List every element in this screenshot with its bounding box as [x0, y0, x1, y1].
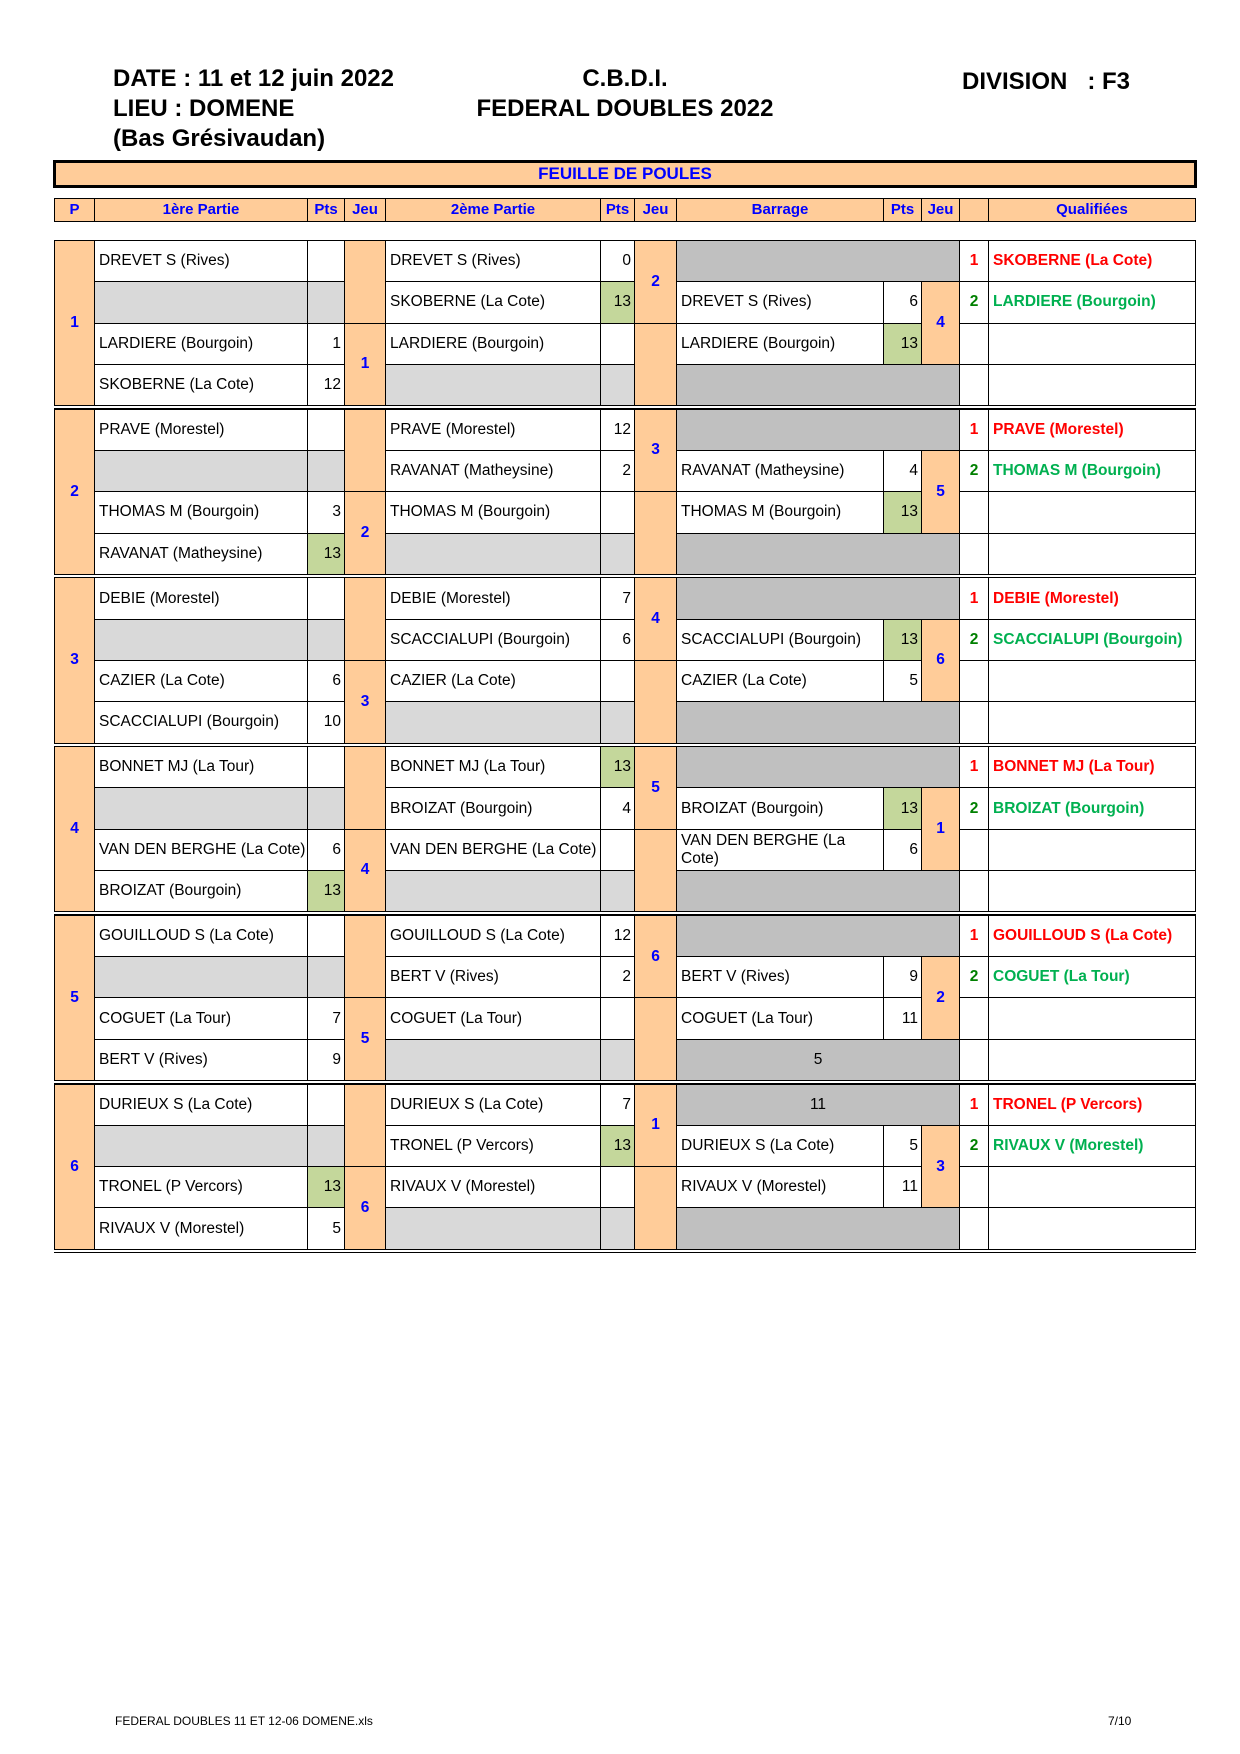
partie2-team-points: 6: [600, 619, 634, 660]
partie2-team-points: [600, 323, 634, 364]
partie1-team-name: TRONEL (P Vercors): [94, 1166, 307, 1207]
pool-number: 3: [54, 577, 94, 742]
qualified-rank: 1: [959, 746, 988, 787]
partie1-team-points: [307, 746, 344, 787]
barrage-team-points: 6: [883, 829, 921, 870]
barrage-empty-top: 11: [676, 1084, 959, 1125]
partie2-team-name: DEBIE (Morestel): [385, 577, 600, 618]
col-header-pts1: Pts: [307, 198, 344, 222]
qualified-rank: 2: [959, 619, 988, 660]
venue-label: LIEU : DOMENE: [113, 95, 295, 122]
partie1-team-points: [307, 240, 344, 281]
barrage-game-number: 6: [921, 619, 959, 702]
qualified-rank-empty: [959, 1207, 988, 1248]
qualified-team-name: DEBIE (Morestel): [988, 577, 1196, 618]
qualified-rank: 1: [959, 409, 988, 450]
partie2-team-name: RIVAUX V (Morestel): [385, 1166, 600, 1207]
col-header-jeu2: Jeu: [634, 198, 676, 222]
qualified-team-empty: [988, 1166, 1196, 1207]
partie1-team-name: GOUILLOUD S (La Cote): [94, 915, 307, 956]
partie2-game-number-bottom: [634, 660, 676, 743]
barrage-team-points: 13: [883, 323, 921, 364]
barrage-team-points: 13: [883, 619, 921, 660]
partie2-team-name: BONNET MJ (La Tour): [385, 746, 600, 787]
barrage-team-name: DURIEUX S (La Cote): [676, 1125, 883, 1166]
partie1-team-points: [307, 956, 344, 997]
partie1-game-number: 1: [344, 323, 385, 406]
barrage-game-number: 2: [921, 956, 959, 1039]
qualified-team-name: TRONEL (P Vercors): [988, 1084, 1196, 1125]
col-header-p: P: [54, 198, 94, 222]
col-header-pts2: Pts: [600, 198, 634, 222]
partie1-team-name: BERT V (Rives): [94, 1039, 307, 1080]
partie1-game-number-top: [344, 409, 385, 492]
partie1-game-number-top: [344, 746, 385, 829]
partie2-team-name: RAVANAT (Matheysine): [385, 450, 600, 491]
partie2-team-name: GOUILLOUD S (La Cote): [385, 915, 600, 956]
partie2-game-number: 1: [634, 1084, 676, 1167]
partie1-team-points: [307, 1125, 344, 1166]
qualified-team-empty: [988, 491, 1196, 532]
partie2-game-number: 3: [634, 409, 676, 492]
barrage-team-name: CAZIER (La Cote): [676, 660, 883, 701]
qualified-rank-empty: [959, 323, 988, 364]
qualified-team-name: SKOBERNE (La Cote): [988, 240, 1196, 281]
col-header-qualifiees: Qualifiées: [988, 198, 1196, 222]
partie1-game-number: 6: [344, 1166, 385, 1249]
pool-separator: [54, 574, 1196, 578]
partie2-game-number-bottom: [634, 997, 676, 1080]
qualified-team-name: GOUILLOUD S (La Cote): [988, 915, 1196, 956]
qualified-team-empty: [988, 870, 1196, 911]
qualified-team-name: PRAVE (Morestel): [988, 409, 1196, 450]
barrage-game-number: 4: [921, 281, 959, 364]
qualified-team-name: COGUET (La Tour): [988, 956, 1196, 997]
pool-number: 5: [54, 915, 94, 1080]
col-header-partie2: 2ème Partie: [385, 198, 600, 222]
barrage-team-points: 9: [883, 956, 921, 997]
partie2-team-points: [600, 701, 634, 742]
barrage-team-points: 5: [883, 1125, 921, 1166]
barrage-team-name: BERT V (Rives): [676, 956, 883, 997]
barrage-empty-top: [676, 240, 959, 281]
barrage-team-name: RIVAUX V (Morestel): [676, 1166, 883, 1207]
partie2-team-name: BROIZAT (Bourgoin): [385, 787, 600, 828]
partie2-team-name: COGUET (La Tour): [385, 997, 600, 1038]
partie1-team-points: [307, 787, 344, 828]
qualified-rank: 1: [959, 240, 988, 281]
qualified-rank-empty: [959, 1166, 988, 1207]
partie2-team-name: CAZIER (La Cote): [385, 660, 600, 701]
partie2-team-points: 13: [600, 1125, 634, 1166]
partie2-team-name: [385, 364, 600, 405]
partie2-game-number-bottom: [634, 829, 676, 912]
partie2-team-points: 4: [600, 787, 634, 828]
qualified-rank-empty: [959, 533, 988, 574]
qualified-team-name: SCACCIALUPI (Bourgoin): [988, 619, 1196, 660]
partie2-team-name: VAN DEN BERGHE (La Cote): [385, 829, 600, 870]
pool-separator: [54, 405, 1196, 409]
pool-number: 1: [54, 240, 94, 405]
partie1-team-name: [94, 450, 307, 491]
partie2-team-points: 13: [600, 746, 634, 787]
barrage-team-name: RAVANAT (Matheysine): [676, 450, 883, 491]
qualified-rank-empty: [959, 997, 988, 1038]
partie2-team-name: SKOBERNE (La Cote): [385, 281, 600, 322]
partie1-team-name: PRAVE (Morestel): [94, 409, 307, 450]
partie1-team-points: 1: [307, 323, 344, 364]
partie1-game-number: 4: [344, 829, 385, 912]
partie1-team-points: 13: [307, 533, 344, 574]
partie2-team-name: TRONEL (P Vercors): [385, 1125, 600, 1166]
partie1-team-points: [307, 409, 344, 450]
partie2-team-points: [600, 829, 634, 870]
partie1-team-name: DURIEUX S (La Cote): [94, 1084, 307, 1125]
qualified-team-empty: [988, 997, 1196, 1038]
barrage-empty-top: [676, 915, 959, 956]
barrage-team-points: 5: [883, 660, 921, 701]
partie2-game-number: 4: [634, 577, 676, 660]
partie2-team-name: BERT V (Rives): [385, 956, 600, 997]
partie2-game-number: 2: [634, 240, 676, 323]
barrage-game-number: 3: [921, 1125, 959, 1208]
partie1-team-name: [94, 956, 307, 997]
partie2-game-number: 6: [634, 915, 676, 998]
barrage-empty-bottom: [676, 870, 959, 911]
qualified-rank: 1: [959, 1084, 988, 1125]
col-header-jeu1: Jeu: [344, 198, 385, 222]
partie1-team-name: THOMAS M (Bourgoin): [94, 491, 307, 532]
organization-label: C.B.D.I.: [582, 65, 668, 92]
qualified-team-empty: [988, 829, 1196, 870]
pool-number: 4: [54, 746, 94, 911]
partie1-team-points: [307, 1084, 344, 1125]
partie1-team-name: RAVANAT (Matheysine): [94, 533, 307, 574]
barrage-team-name: BROIZAT (Bourgoin): [676, 787, 883, 828]
col-header-pts3: Pts: [883, 198, 921, 222]
barrage-team-points: 6: [883, 281, 921, 322]
partie1-team-name: BROIZAT (Bourgoin): [94, 870, 307, 911]
partie1-game-number-top: [344, 915, 385, 998]
barrage-empty-top: [676, 746, 959, 787]
barrage-game-number: 1: [921, 787, 959, 870]
partie1-team-points: 12: [307, 364, 344, 405]
partie2-team-points: 7: [600, 577, 634, 618]
partie1-team-name: SCACCIALUPI (Bourgoin): [94, 701, 307, 742]
partie2-team-name: [385, 870, 600, 911]
partie1-team-name: [94, 619, 307, 660]
pool-separator: [54, 911, 1196, 915]
partie1-team-points: 6: [307, 829, 344, 870]
qualified-team-name: BROIZAT (Bourgoin): [988, 787, 1196, 828]
qualified-rank-empty: [959, 1039, 988, 1080]
col-header-jeu3: Jeu: [921, 198, 959, 222]
partie1-team-points: [307, 577, 344, 618]
partie1-team-points: 6: [307, 660, 344, 701]
partie2-team-points: [600, 1039, 634, 1080]
partie2-team-name: PRAVE (Morestel): [385, 409, 600, 450]
partie2-team-points: [600, 491, 634, 532]
qualified-rank: 2: [959, 281, 988, 322]
qualified-rank: 2: [959, 450, 988, 491]
qualified-rank: 1: [959, 915, 988, 956]
qualified-team-empty: [988, 323, 1196, 364]
column-header-row: [54, 198, 1196, 222]
barrage-empty-bottom: [676, 701, 959, 742]
partie1-team-points: [307, 915, 344, 956]
barrage-team-points: 11: [883, 1166, 921, 1207]
partie1-team-name: SKOBERNE (La Cote): [94, 364, 307, 405]
qualified-team-name: LARDIERE (Bourgoin): [988, 281, 1196, 322]
venue-sub-label: (Bas Grésivaudan): [113, 125, 326, 152]
partie1-team-name: [94, 1125, 307, 1166]
partie1-team-name: VAN DEN BERGHE (La Cote): [94, 829, 307, 870]
qualified-rank-empty: [959, 701, 988, 742]
partie1-team-name: BONNET MJ (La Tour): [94, 746, 307, 787]
barrage-team-name: THOMAS M (Bourgoin): [676, 491, 883, 532]
barrage-team-points: 13: [883, 491, 921, 532]
barrage-game-number: 5: [921, 450, 959, 533]
division-label: DIVISION : F3: [962, 68, 1131, 95]
partie2-team-points: 7: [600, 1084, 634, 1125]
partie2-team-name: DURIEUX S (La Cote): [385, 1084, 600, 1125]
qualified-team-name: THOMAS M (Bourgoin): [988, 450, 1196, 491]
barrage-team-points: 11: [883, 997, 921, 1038]
barrage-empty-top: [676, 577, 959, 618]
partie2-team-points: 0: [600, 240, 634, 281]
qualified-rank-empty: [959, 829, 988, 870]
partie1-team-points: 13: [307, 1166, 344, 1207]
partie2-team-name: SCACCIALUPI (Bourgoin): [385, 619, 600, 660]
partie1-team-name: CAZIER (La Cote): [94, 660, 307, 701]
qualified-rank: 2: [959, 956, 988, 997]
partie1-team-name: RIVAUX V (Morestel): [94, 1207, 307, 1248]
partie1-game-number: 3: [344, 660, 385, 743]
partie2-team-name: [385, 701, 600, 742]
partie1-team-points: 9: [307, 1039, 344, 1080]
partie2-team-points: 12: [600, 409, 634, 450]
qualified-team-empty: [988, 1207, 1196, 1248]
pool-number: 2: [54, 409, 94, 574]
col-header-partie1: 1ère Partie: [94, 198, 307, 222]
barrage-empty-bottom: [676, 533, 959, 574]
partie1-game-number-top: [344, 240, 385, 323]
partie2-game-number-bottom: [634, 491, 676, 574]
barrage-team-name: LARDIERE (Bourgoin): [676, 323, 883, 364]
qualified-rank: 2: [959, 787, 988, 828]
sheet-title: FEUILLE DE POULES: [53, 160, 1197, 188]
partie1-game-number-top: [344, 1084, 385, 1167]
barrage-team-name: VAN DEN BERGHE (La Cote): [676, 829, 883, 870]
col-header-rank: [959, 198, 988, 222]
partie1-team-name: COGUET (La Tour): [94, 997, 307, 1038]
partie1-team-name: [94, 787, 307, 828]
partie2-team-points: [600, 1166, 634, 1207]
qualified-team-name: RIVAUX V (Morestel): [988, 1125, 1196, 1166]
qualified-rank-empty: [959, 870, 988, 911]
partie2-game-number-bottom: [634, 1166, 676, 1249]
partie1-team-points: 10: [307, 701, 344, 742]
partie2-team-points: [600, 660, 634, 701]
qualified-rank-empty: [959, 660, 988, 701]
partie1-team-points: [307, 619, 344, 660]
qualified-team-empty: [988, 533, 1196, 574]
barrage-empty-bottom: 5: [676, 1039, 959, 1080]
partie2-team-name: LARDIERE (Bourgoin): [385, 323, 600, 364]
partie2-team-name: [385, 533, 600, 574]
barrage-team-points: 13: [883, 787, 921, 828]
partie1-team-points: 5: [307, 1207, 344, 1248]
barrage-team-points: 4: [883, 450, 921, 491]
partie1-team-points: 7: [307, 997, 344, 1038]
partie2-team-points: [600, 364, 634, 405]
qualified-rank: 2: [959, 1125, 988, 1166]
partie1-game-number-top: [344, 577, 385, 660]
header-center: [400, 64, 850, 124]
partie2-team-points: 12: [600, 915, 634, 956]
qualified-team-empty: [988, 701, 1196, 742]
qualified-team-name: BONNET MJ (La Tour): [988, 746, 1196, 787]
partie2-team-points: [600, 533, 634, 574]
barrage-empty-top: [676, 409, 959, 450]
header-left: [113, 64, 394, 154]
partie1-team-name: DEBIE (Morestel): [94, 577, 307, 618]
partie2-team-name: THOMAS M (Bourgoin): [385, 491, 600, 532]
partie2-team-name: [385, 1039, 600, 1080]
qualified-rank-empty: [959, 364, 988, 405]
pool-separator: [54, 1249, 1196, 1253]
footer-filename: FEDERAL DOUBLES 11 ET 12-06 DOMENE.xls: [115, 1714, 373, 1728]
pool-number: 6: [54, 1084, 94, 1249]
partie2-team-points: [600, 997, 634, 1038]
barrage-team-name: SCACCIALUPI (Bourgoin): [676, 619, 883, 660]
barrage-team-name: DREVET S (Rives): [676, 281, 883, 322]
partie2-game-number: 5: [634, 746, 676, 829]
partie2-team-points: [600, 870, 634, 911]
qualified-rank-empty: [959, 491, 988, 532]
date-label: DATE : 11 et 12 juin 2022: [113, 65, 395, 92]
col-header-barrage: Barrage: [676, 198, 883, 222]
partie2-team-points: [600, 1207, 634, 1248]
partie1-team-name: [94, 281, 307, 322]
partie2-team-name: [385, 1207, 600, 1248]
qualified-team-empty: [988, 660, 1196, 701]
pool-separator: [54, 1080, 1196, 1084]
partie1-team-points: [307, 450, 344, 491]
barrage-empty-bottom: [676, 1207, 959, 1248]
pool-separator: [54, 743, 1196, 747]
partie2-game-number-bottom: [634, 323, 676, 406]
partie1-game-number: 2: [344, 491, 385, 574]
partie1-team-points: 3: [307, 491, 344, 532]
partie1-team-name: DREVET S (Rives): [94, 240, 307, 281]
partie2-team-points: 13: [600, 281, 634, 322]
qualified-rank: 1: [959, 577, 988, 618]
barrage-empty-bottom: [676, 364, 959, 405]
partie1-game-number: 5: [344, 997, 385, 1080]
qualified-team-empty: [988, 364, 1196, 405]
qualified-team-empty: [988, 1039, 1196, 1080]
partie2-team-name: DREVET S (Rives): [385, 240, 600, 281]
partie2-team-points: 2: [600, 956, 634, 997]
partie2-team-points: 2: [600, 450, 634, 491]
partie1-team-points: [307, 281, 344, 322]
competition-title: FEDERAL DOUBLES 2022: [476, 95, 774, 122]
barrage-team-name: COGUET (La Tour): [676, 997, 883, 1038]
partie1-team-points: 13: [307, 870, 344, 911]
footer-page-number: 7/10: [1108, 1714, 1132, 1728]
partie1-team-name: LARDIERE (Bourgoin): [94, 323, 307, 364]
